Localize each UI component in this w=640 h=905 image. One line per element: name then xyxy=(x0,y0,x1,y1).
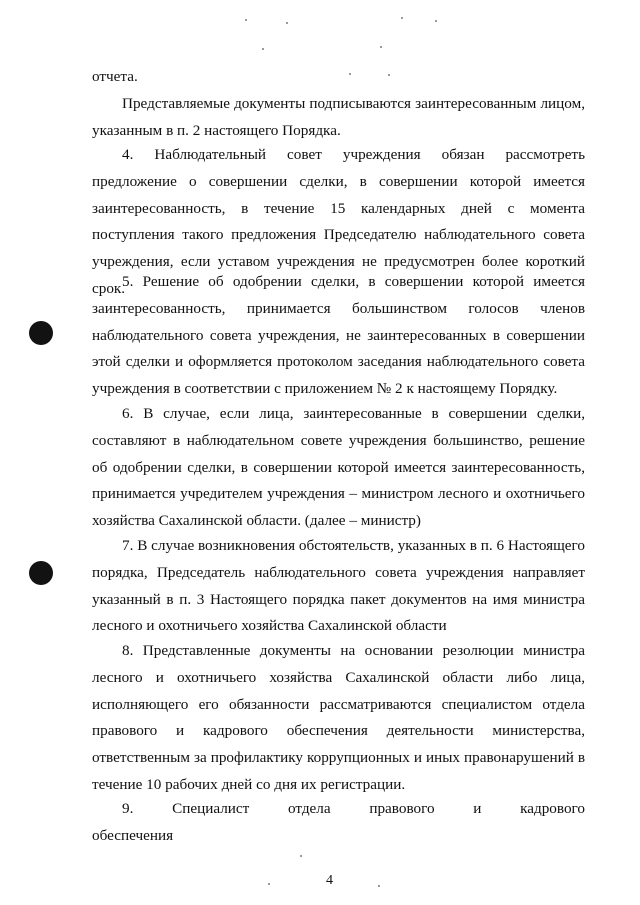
paragraph-8: 8. Представленные документы на основании резолюции министра лесного и охотничьего хозяйства Сахалинской области либо лица, исполняющего его обязанности рассматриваются специалистом отдела правового и кадрового обеспечения деятельности министерства, ответственным за профилактику коррупционных и иных правонарушений в течение 10 рабочих дней со дня их регистрации. xyxy=(92,642,585,793)
paragraph-5: 5. Решение об одобрении сделки, в совершении которой имеется заинтересованность, принимается большинством голосов членов наблюдательного совета учреждения, не заинтересованных в совершении этой сделки и оформляется протоколом заседания наблюдательного совета учреждения в соответствии с приложением № 2 к настоящему Порядку. xyxy=(92,273,585,398)
scan-speck xyxy=(300,855,302,857)
punch-hole-top xyxy=(29,321,53,345)
paragraph-4: 4. Наблюдательный совет учреждения обязан рассмотреть предложение о совершении сделки, в совершении которой имеется заинтересованность, в течение 15 календарных дней с момента поступления такого предложения Председателю наблюдательного совета учреждения, если уставом учреждения не предусмотрен более короткий срок. xyxy=(92,146,585,297)
scan-speck xyxy=(401,17,403,19)
paragraph-9: 9. Специалист отдела правового и кадрового обеспечения xyxy=(92,800,585,844)
page-number: 4 xyxy=(326,873,333,888)
paragraph-6: 6. В случае, если лица, заинтересованные в совершении сделки, составляют в наблюдательном совете учреждения большинство, решение об одобрении сделки, в совершении которой имеется заинтересованность, принимается учредителем учреждения – министром лесного и охотничьего хозяйства Сахалинской области. (далее – министр) xyxy=(92,405,585,530)
paragraph-7: 7. В случае возникновения обстоятельств, указанных в п. 6 Настоящего порядка, Председатель наблюдательного совета учреждения направляет указанный в п. 3 Настоящего порядка пакет документов на имя министра лесного и охотничьего хозяйства Сахалинской области xyxy=(92,537,585,635)
scan-speck xyxy=(380,46,382,48)
scan-speck xyxy=(262,48,264,50)
scan-speck xyxy=(378,885,380,887)
punch-hole-bottom xyxy=(29,561,53,585)
scan-speck xyxy=(245,19,247,21)
paragraph-continuation: отчета. xyxy=(92,68,138,85)
scan-speck xyxy=(286,22,288,24)
scan-speck xyxy=(435,20,437,22)
scan-speck xyxy=(268,883,270,885)
paragraph-documents-signed: Представляемые документы подписываются заинтересованным лицом, указанным в п. 2 настоящего Порядка. xyxy=(92,95,585,139)
